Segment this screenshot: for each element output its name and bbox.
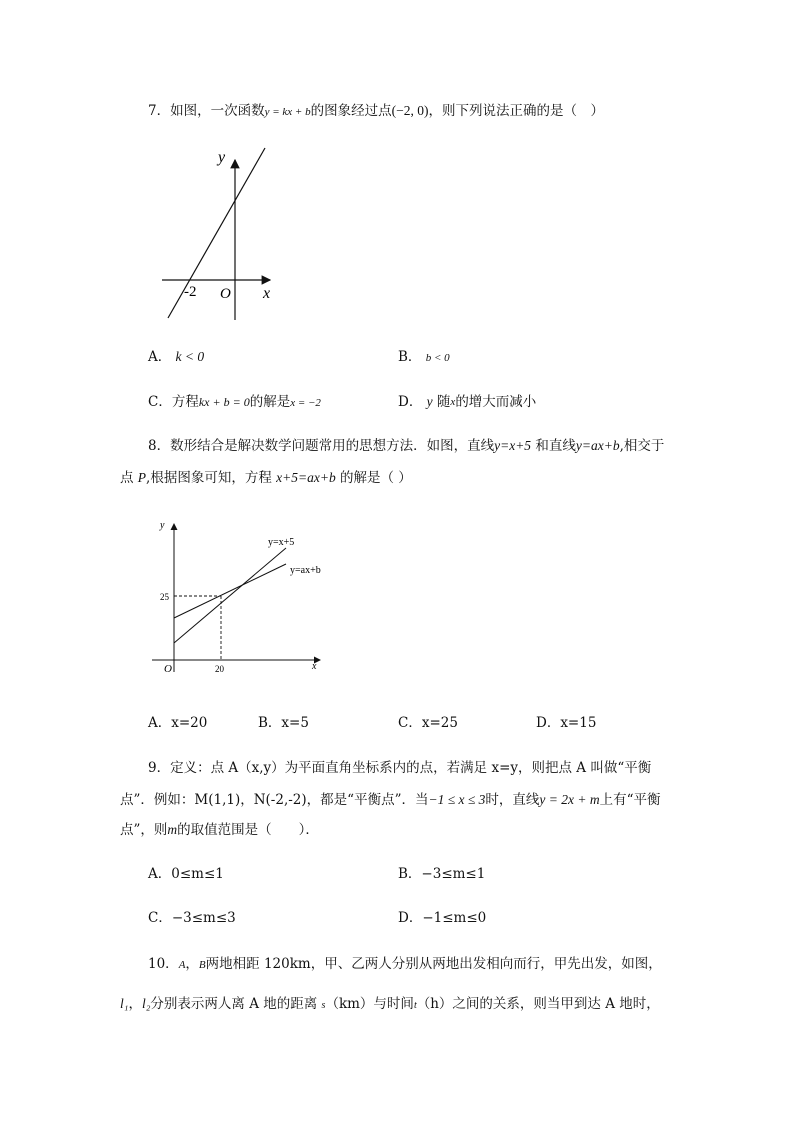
q10-stem-line-2: l₁，l₂分别表示两人离 A 地的距离 s（km）与时间t（h）之间的关系，则当甲到达 A 地时， (120, 996, 660, 1012)
q8-line-y-x-plus-5 (174, 548, 286, 643)
q7-option-a[interactable]: A． k < 0 (148, 349, 205, 365)
q9-option-b[interactable]: B．−3≤m≤1 (398, 866, 486, 882)
q8-option-b[interactable]: B．x=5 (258, 715, 309, 731)
q9-stem-line-3: 点”，则m的取值范围是（ ）． (120, 822, 319, 838)
q9-stem-line-1: 9．定义：点 A（x,y）为平面直角坐标系内的点，若满足 x=y，则把点 A 叫做“平衡 (148, 760, 652, 776)
q9-stem-line-2: 点”．例如：M(1,1)，N(-2,-2)，都是“平衡点”．当−1 ≤ x ≤ 3时，直线y = 2x + m上有“平衡 (120, 792, 661, 808)
q7-function-line (168, 148, 265, 318)
q8-x-label: x (312, 661, 317, 672)
q7-origin-label: O (220, 286, 231, 302)
q8-stem-line-1: 8．数形结合是解决数学问题常用的思想方法．如图，直线y=x+5 和直线y=ax+b,相交于 (148, 438, 665, 454)
q7-y-label: y (218, 149, 226, 166)
q8-x-tick-label: 20 (215, 664, 224, 674)
q8-option-d[interactable]: D．x=15 (536, 715, 597, 731)
q8-option-c[interactable]: C．x=25 (398, 715, 458, 731)
q7-graph (150, 140, 290, 330)
q8-line-y-ax-plus-b (174, 564, 286, 618)
q7-option-d[interactable]: D． y 随$^x$的增大而减小 (398, 394, 537, 410)
q8-option-a[interactable]: A．x=20 (148, 715, 208, 731)
q7-x-label: x (263, 285, 271, 302)
q8-graph (148, 512, 328, 677)
q8-origin-label: O (164, 663, 172, 675)
q7-stem: 7．如图，一次函数y = kx + b的图象经过点(−2, 0)，则下列说法正确的是（ ） (148, 103, 604, 119)
q9-option-d[interactable]: D．−1≤m≤0 (398, 910, 487, 926)
q9-option-a[interactable]: A．0≤m≤1 (148, 866, 224, 882)
q9-option-c[interactable]: C．−3≤m≤3 (148, 910, 236, 926)
q8-y-label: y (160, 520, 165, 531)
q8-line2-label: y=ax+b (290, 565, 321, 576)
q8-stem-line-2: 点 P,根据图象可知，方程 x+5=ax+b 的解是（ ） (120, 470, 412, 486)
q7-option-b[interactable]: B． b < 0 (398, 349, 450, 365)
q7-tick-label: -2 (184, 284, 197, 300)
q7-option-c[interactable]: C．方程kx + b = 0的解是x = −2 (148, 394, 321, 410)
q10-stem-line-1: 10．A，B两地相距 120km，甲、乙两人分别从两地出发相向而行，甲先出发，如图， (148, 956, 662, 972)
q8-y-tick-label: 25 (160, 592, 169, 602)
q8-line1-label: y=x+5 (268, 537, 295, 548)
